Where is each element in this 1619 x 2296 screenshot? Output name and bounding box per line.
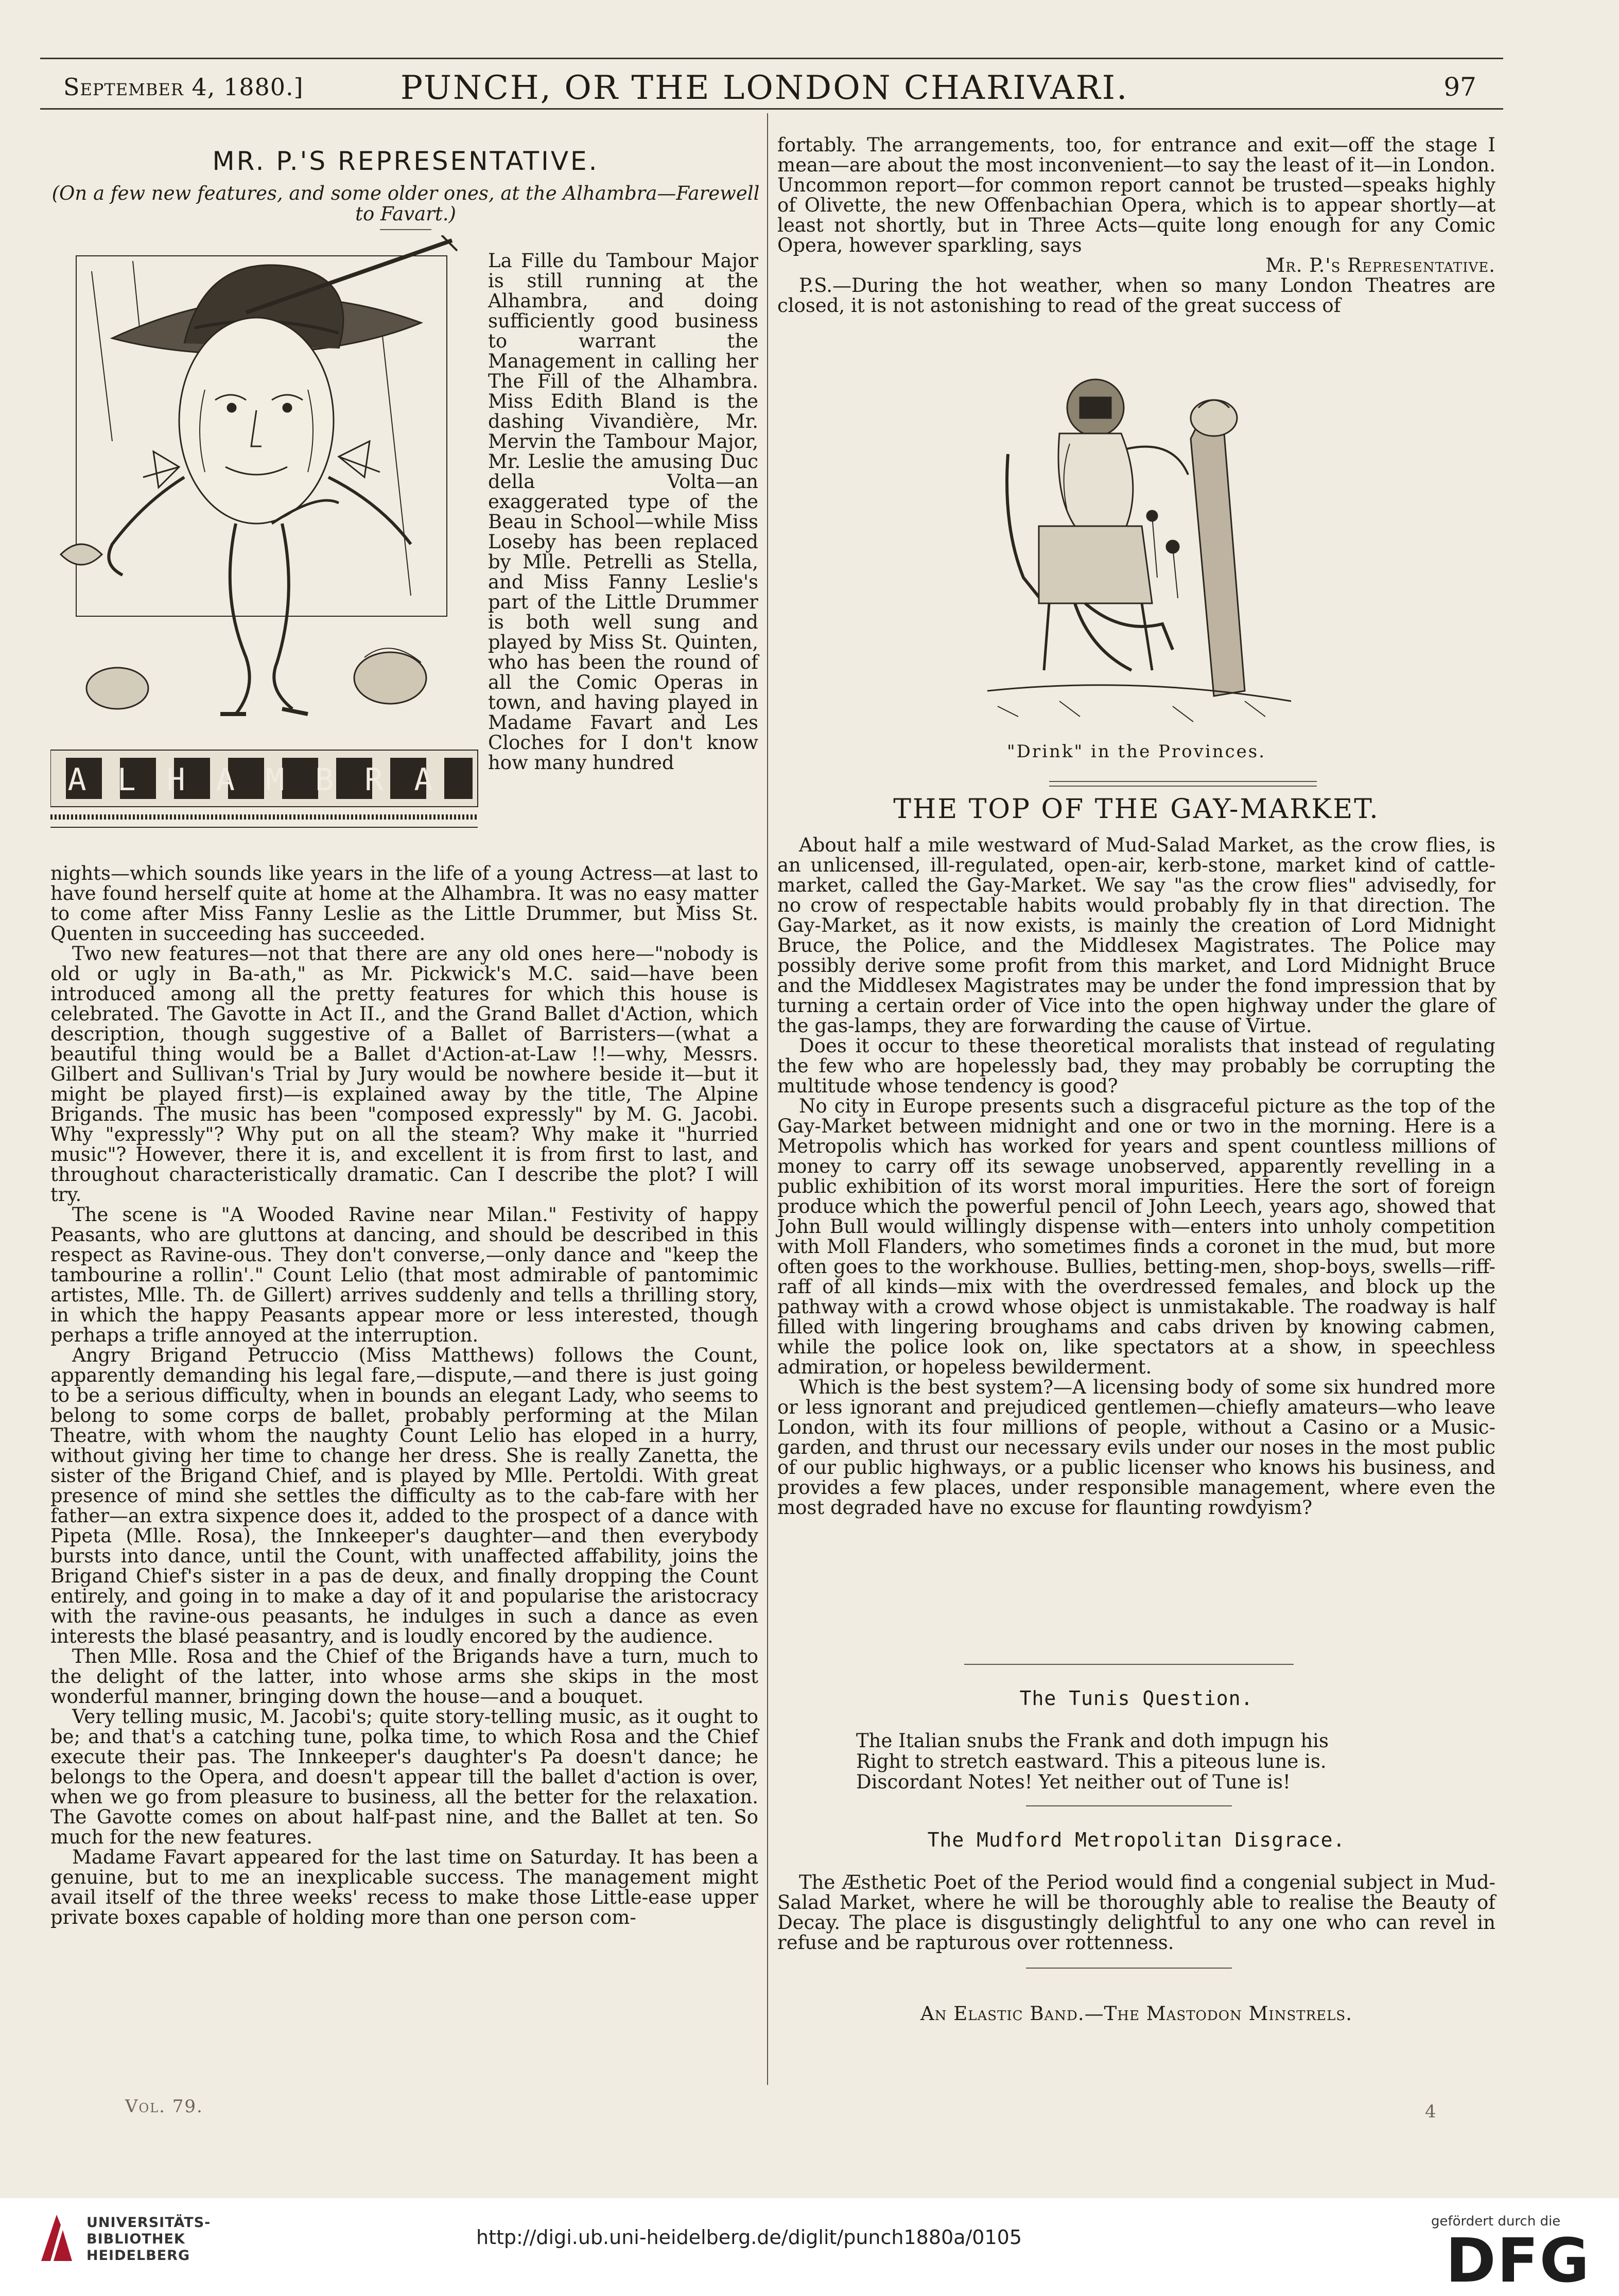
section-rule: [1026, 1968, 1232, 1969]
postscript-paragraph: P.S.—During the hot weather, when so many London Theatres are closed, it is not astonishing to read of the great success of: [777, 274, 1495, 317]
mudford-article: [777, 1872, 1495, 1953]
mudford-paragraph: The Æsthetic Poet of the Period would find a congenial subject in Mud-Salad Market, where he will be thoroughly able to realise the Beauty of Decay. The place is disgustingly delightful to any one who can revel in refuse and be rapturous over rottenness.: [777, 1871, 1495, 1954]
permalink-url[interactable]: http://digi.ub.uni-heidelberg.de/diglit/punch1880a/0105: [476, 2226, 1022, 2249]
right-column-top: [777, 135, 1495, 316]
illustration-banner-text: ALHAMBRA: [67, 762, 464, 798]
funded-by-text: gefördert durch die: [1431, 2214, 1561, 2229]
section-rule: [1049, 786, 1317, 787]
section-rule: [964, 1664, 1294, 1665]
article-float-text: [488, 251, 758, 773]
gay-market-paragraph: Which is the best system?—A licensing body of some six hundred more or less ignorant and prejudiced gentlemen—chiefly amateurs—who leave London, with its four millions of people, without a Casino or a Music-garden, and thrust our necessary evils under our noses in the most public of our public highways, or a public licenser who knows his business, and provides a few places, under responsible management, where even the most degraded have no excuse for flaunting rowdyism?: [777, 1376, 1495, 1519]
gay-market-paragraph: About half a mile westward of Mud-Salad Market, as the crow flies, is an unlicensed, ill-regulated, open-air, kerb-stone, market kind of cattle-market, called the Gay-Market. We say "as the crow flies" advisedly, for no crow of respectable habits would probably fly in that direction. The Gay-Market, as it now exists, is mainly the creation of Lord Midnight Bruce, the Police, and the Middlesex Magistrates. The Police may possibly derive some profit from this market, and Lord Midnight Bruce and the Middlesex Magistrates may be under the fond impression that by turning a certain order of Vice into the open highway under the glare of the gas-lamps, they are forwarding the cause of Virtue.: [777, 834, 1495, 1037]
gay-market-paragraph: No city in Europe presents such a disgraceful picture as the top of the Gay-Market between midnight and one or two in the morning. Here is a Metropolis which has worked for years and spent countless millions of money to carry off its sewage unobserved, apparently revelling in a public exhibition of its worst moral impurities. Here the sort of foreign produce which the powerful pencil of John Leech, years ago, showed that John Bull would willingly dispense with—enters into unholy competition with Moll Flanders, who sometimes finds a coronet in the mud, but more often goes to the workhouse. Bullies, betting-men, shop-boys, swells—riff-raff of all kinds—mix with the overdressed females, and block up the pathway with a crowd whose object is unmistakable. The roadway is half filled with lingering broughams and cabs driven by knowing cabmen, while the police look on, like spectators at a show, in speechless admiration, or hopeless bewilderment.: [777, 1095, 1495, 1378]
tunis-verse: [856, 1731, 1494, 1793]
verse-line: Right to stretch eastward. This a piteous lune is.: [856, 1750, 1327, 1772]
tunis-title: The Tunis Question.: [1019, 1687, 1254, 1710]
page-number: 97: [1443, 72, 1476, 102]
continuation-paragraph: fortably. The arrangements, too, for entrance and exit—off the stage I mean—are about the most inconvenient—to say the least of it—in London. Uncommon report—for common report cannot be trusted—speaks highly of Olivette, the new Offenbachian Opera, which is to appear shortly—at least not shortly, but in Three Acts—quite long enough for any Comic Opera, however sparkling, says: [777, 134, 1495, 256]
mudford-title: The Mudford Metropolitan Disgrace.: [927, 1829, 1346, 1851]
article-intro-paragraph: La Fille du Tambour Major is still running at the Alhambra, and doing sufficiently good business to warrant the Management in calling her The Fill of the Alhambra. Miss Edith Bland is the dashing Vivandière, Mr. Mervin the Tambour Major, Mr. Leslie the amusing Duc della Volta—an exaggerated type of the Beau in School—while Miss Loseby has been replaced by Mlle. Petrelli as Stella, and Miss Fanny Leslie's part of the Little Drummer is both well sung and played by Miss St. Quinten, who has been the round of all the Comic Operas in town, and having played in Madame Favart and Les Cloches for I don't know how many hundred: [488, 250, 758, 774]
library-name-line: HEIDELBERG: [86, 2248, 190, 2264]
verse-line: Discordant Notes! Yet neither out of Tune is!: [856, 1771, 1291, 1793]
column-divider: [767, 113, 768, 2085]
article-paragraph: Angry Brigand Petruccio (Miss Matthews) follows the Count, apparently demanding his legal fare,—dispute,—and there is just going to be a serious difficulty, when in bounds an elegant Lady, who seems to belong to some corps de ballet, probably performing at the Milan Theatre, with whom the naughty Count Lelio has eloped in a hurry, without giving her time to change her dress. She is really Zanetta, the sister of the Brigand Chief, and is played by Mlle. Pertoldi. With great presence of mind she settles the difficulty as to the cab-fare with her father—an extra sixpence does it, added to the prospect of a dance with Pipeta (Mlle. Rosa), the Innkeeper's daughter—and then everybody bursts into dance, until the Count, with unaffected affability, joins the Brigand Chief's sister in a pas de deux, and finally dropping the Count entirely, and going in to make a day of it and popularise the aristocracy with the ravine-ous peasants, he indulges in such a dance as even interests the blasé peasantry, and is loudly encored by the audience.: [50, 1344, 758, 1647]
header-rule-top: [40, 58, 1503, 59]
newspaper-page: [40, 58, 1497, 2122]
subtitle-rule: [380, 229, 431, 230]
alhambra-illustration: [50, 235, 483, 853]
article-paragraph: The scene is "A Wooded Ravine near Milan." Festivity of happy Peasants, who are gluttons at dancing, and should be described in this respect as Ravine-ous. They don't converse,—only dance and "keep the tambourine a rollin'." Count Lelio (that most admirable of pantomimic artistes, Mlle. Th. de Gillert) arrives suddenly and tells a thrilling story, in which the happy Peasants appear more or less interested, though perhaps a trifle annoyed at the interruption.: [50, 1204, 758, 1346]
article-title: MR. P.'S REPRESENTATIVE.: [212, 146, 599, 176]
section-rule: [1026, 1805, 1232, 1806]
article-subtitle: (On a few new features, and some older ones, at the Alhambra—Farewell to Favart.): [51, 182, 760, 225]
article-paragraph: Two new features—not that there are any old ones here—"nobody is old or ugly in Ba-ath," as Mr. Pickwick's M.C. said—have been introduced among all the pretty features for which this house is celebrated. The Gavotte in Act II., and the Grand Ballet d'Action, which description, though suggestive of a Ballet of Barristers—(what a beautiful thing would be a Ballet d'Action-at-Law !!—why, Messrs. Gilbert and Sullivan's Trial by Jury would be nowhere beside it—but it might be played first)—is explained away by the title, The Alpine Brigands. The music has been "composed expressly" by M. G. Jacobi. Why "expressly"? Why put on all the steam? Why make it "hurried music"? However, there it is, and excellent it is from first to last, and throughout characteristically dramatic. Can I describe the plot? I will try.: [50, 943, 758, 1206]
article-signature: Mr. P.'s Representative.: [1265, 254, 1495, 276]
article-paragraph: nights—which sounds like years in the life of a young Actress—at last to have found herself quite at home at the Alhambra. It was no easy matter to come after Miss Fanny Leslie as the Little Drummer, but Miss St. Quenten in succeeding has succeeded.: [50, 862, 758, 945]
article-paragraph: Madame Favart appeared for the last time on Saturday. It has been a genuine, but to me an inexplicable success. The management might avail itself of the three weeks' recess to make those Little-ease upper private boxes capable of holding more than one person com-: [50, 1846, 758, 1928]
library-name-line: UNIVERSITÄTS-: [86, 2215, 211, 2231]
gay-market-paragraph: Does it occur to these theoretical moralists that instead of regulating the few who are hopelessly bad, they may probably be corrupting the multitude whose tendency is good?: [777, 1035, 1495, 1097]
drink-cartoon-illustration: [956, 361, 1317, 732]
library-name-line: BIBLIOTHEK: [86, 2231, 185, 2247]
library-footer-bar: [0, 2198, 1619, 2296]
gay-market-article: [777, 835, 1495, 1518]
elastic-band-note: An Elastic Band.—The Mastodon Minstrels.: [920, 2003, 1353, 2025]
verse-line: The Italian snubs the Frank and doth impugn his: [856, 1730, 1329, 1752]
signature-mark: 4: [1425, 2101, 1436, 2122]
section-rule: [1049, 781, 1317, 782]
article-body: [50, 863, 758, 1927]
gay-market-title: THE TOP OF THE GAY-MARKET.: [893, 794, 1380, 825]
publication-title: PUNCH, OR THE LONDON CHARIVARI.: [401, 69, 1129, 107]
issue-date: September 4, 1880.]: [63, 73, 304, 101]
article-paragraph: Very telling music, M. Jacobi's; quite story-telling music, as it ought to be; and that's a catching tune, polka time, to which Rosa and the Chief execute their pas. The Innkeeper's daughter's Pa doesn't dance; he belongs to the Opera, and doesn't appear till the ballet d'action is over, when we go from pleasure to business, all the better for the relaxation. The Gavotte comes on about half-past nine, and the Ballet at ten. So much for the new features.: [50, 1706, 758, 1848]
dfg-logo: DFG: [1446, 2225, 1591, 2296]
library-name: [86, 2215, 211, 2264]
university-library-logo-icon: [36, 2210, 77, 2266]
volume-number: Vol. 79.: [125, 2096, 203, 2117]
cartoon-caption: "Drink" in the Provinces.: [1006, 741, 1266, 762]
header-rule-bottom: [40, 108, 1503, 110]
article-paragraph: Then Mlle. Rosa and the Chief of the Brigands have a turn, much to the delight of the latter, into whose arms she skips in the most wonderful manner, bringing down the house—and a bouquet.: [50, 1645, 758, 1708]
